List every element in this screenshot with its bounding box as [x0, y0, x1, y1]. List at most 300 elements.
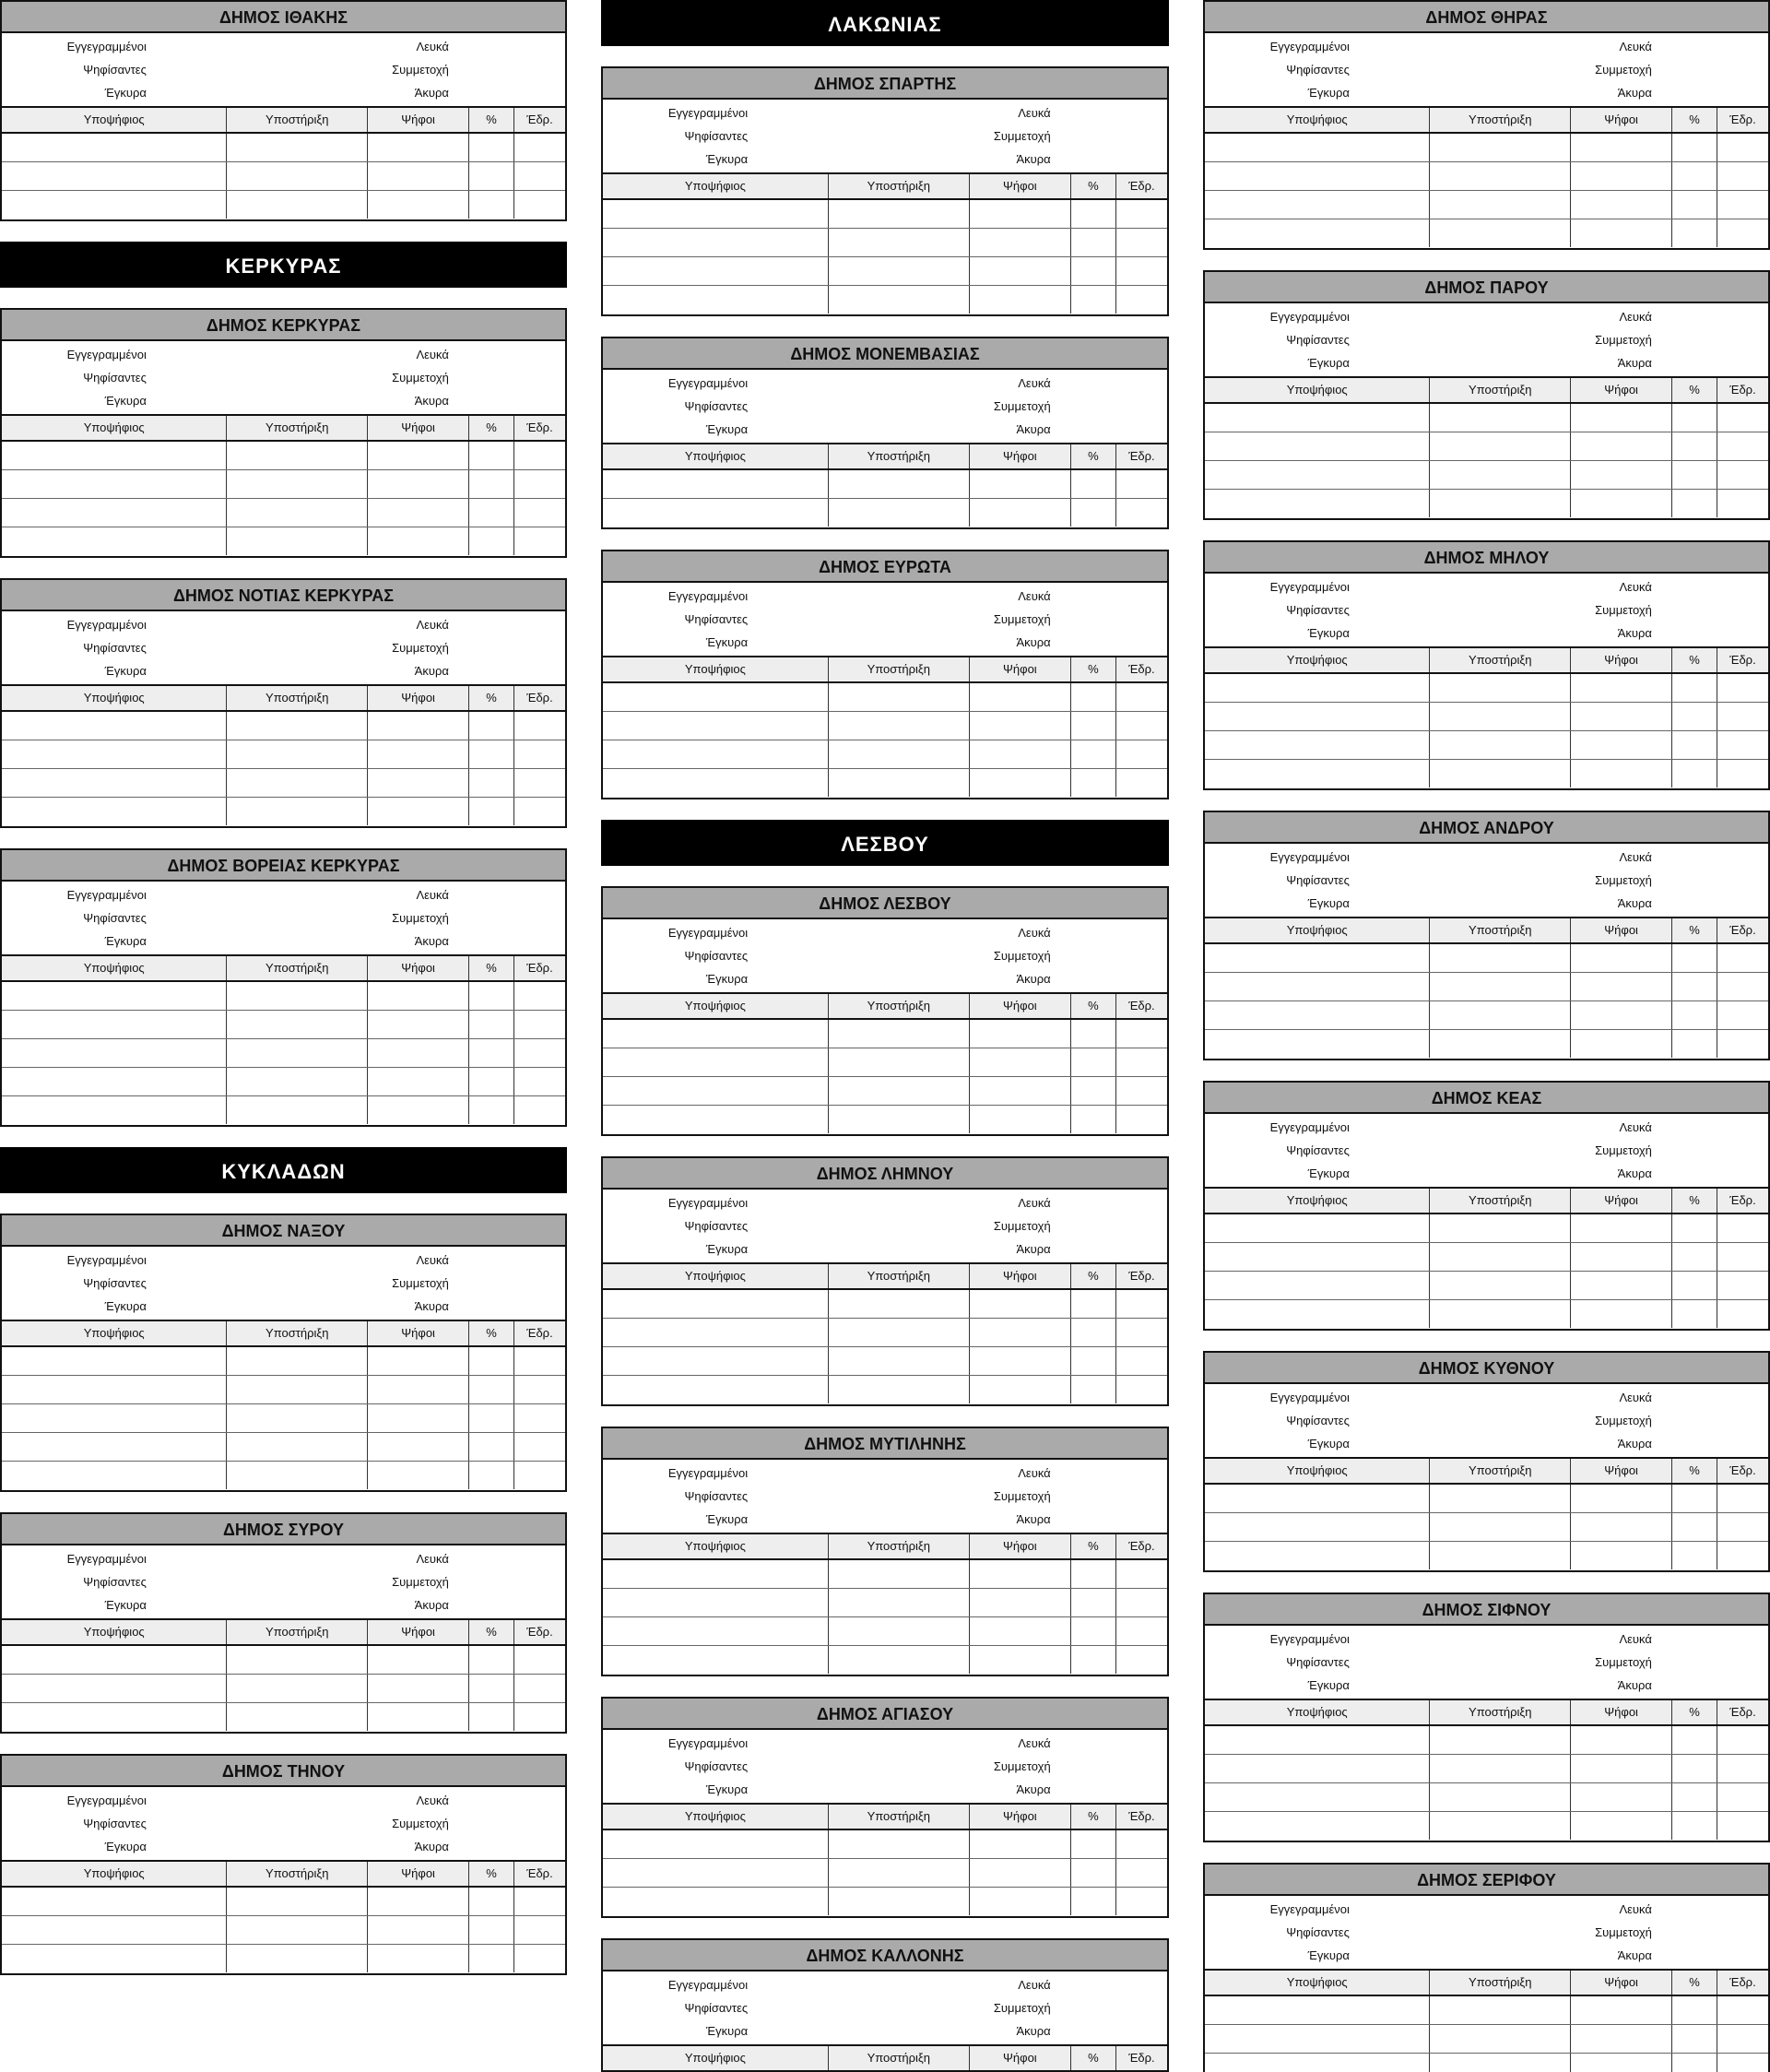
candidate-party: [1430, 1783, 1571, 1811]
candidate-party: [227, 470, 368, 498]
candidate-seats: [1116, 1830, 1167, 1858]
table-row: [2, 470, 565, 499]
stat-label: Έγκυρα: [705, 1242, 749, 1256]
stat-label: Έγκυρα: [705, 635, 749, 649]
table-row: [1205, 219, 1768, 247]
municipality-title: ΔΗΜΟΣ ΚΑΛΛΟΝΗΣ: [603, 1940, 1167, 1971]
stat-value: [1355, 35, 1487, 58]
stat-label: Άκυρα: [1016, 152, 1051, 166]
candidate-name: [2, 499, 227, 527]
table-row: [2, 1068, 565, 1096]
stat-label: Έγκυρα: [104, 934, 147, 948]
results-table-header: [2, 684, 565, 712]
stat-value: [753, 608, 885, 631]
candidate-votes: [368, 1096, 469, 1124]
municipality-title: ΔΗΜΟΣ ΙΘΑΚΗΣ: [2, 2, 565, 33]
candidate-name: [1205, 1513, 1430, 1541]
column-header: Υποψήφιος: [2, 686, 227, 710]
column-header: %: [1672, 108, 1717, 132]
region-header: ΚΕΡΚΥΡΑΣ: [0, 242, 567, 288]
candidate-percent: [1071, 1077, 1116, 1105]
stat-value: [454, 659, 560, 682]
candidate-votes: [368, 1039, 469, 1067]
stat-value: [753, 148, 885, 171]
candidate-percent: [1071, 1319, 1116, 1346]
stat-value: [454, 929, 560, 953]
table-row: [2, 1888, 565, 1916]
candidate-seats: [514, 1376, 565, 1403]
column-header: %: [469, 956, 514, 980]
stats-grid: [603, 370, 1167, 443]
stat-label: Εγγεγραμμένοι: [1269, 40, 1350, 53]
stat-value: [753, 1191, 885, 1214]
table-row: [603, 1646, 1167, 1674]
stat-label: Λευκά: [1619, 850, 1652, 864]
column-header: Υποστήριξη: [227, 1321, 368, 1345]
candidate-seats: [1717, 1485, 1768, 1512]
candidate-seats: [514, 1646, 565, 1674]
candidate-seats: [1717, 191, 1768, 219]
stat-value: [454, 1593, 560, 1616]
candidate-seats: [1116, 1020, 1167, 1048]
stat-label: Εγγεγραμμένοι: [667, 106, 749, 120]
stats-grid: [603, 1460, 1167, 1533]
table-row: [603, 1020, 1167, 1048]
candidate-name: [1205, 1485, 1430, 1512]
candidate-party: [227, 1068, 368, 1095]
candidate-seats: [1116, 229, 1167, 256]
column-header: %: [1071, 994, 1116, 1018]
candidate-votes: [1571, 2054, 1672, 2072]
stat-value: [1658, 35, 1763, 58]
stat-label: Λευκά: [1619, 310, 1652, 324]
stat-label: Άκυρα: [414, 1299, 449, 1313]
candidate-seats: [514, 1888, 565, 1915]
candidate-party: [829, 286, 970, 314]
candidate-percent: [1071, 1646, 1116, 1674]
candidate-party: [227, 1376, 368, 1403]
candidate-party: [829, 1617, 970, 1645]
candidate-votes: [368, 470, 469, 498]
candidate-votes: [1571, 731, 1672, 759]
stat-value: [1056, 967, 1162, 990]
stat-value: [1355, 351, 1487, 374]
candidate-percent: [1672, 490, 1717, 517]
candidate-party: [227, 162, 368, 190]
stat-label: Άκυρα: [1617, 356, 1652, 370]
results-table-header: [1205, 1457, 1768, 1485]
candidate-percent: [1672, 1214, 1717, 1242]
stat-label: Έγκυρα: [705, 1512, 749, 1526]
candidate-votes: [368, 499, 469, 527]
candidate-party: [227, 527, 368, 555]
candidate-party: [829, 1020, 970, 1048]
table-row: [1205, 1001, 1768, 1030]
candidate-party: [829, 1859, 970, 1887]
candidate-seats: [514, 798, 565, 825]
table-row: [1205, 2025, 1768, 2054]
candidate-name: [2, 740, 227, 768]
candidate-party: [1430, 1726, 1571, 1754]
candidate-party: [1430, 490, 1571, 517]
stat-value: [1355, 598, 1487, 622]
stat-label: Εγγεγραμμένοι: [1269, 1632, 1350, 1646]
candidate-name: [2, 1888, 227, 1915]
candidate-seats: [1717, 134, 1768, 161]
stat-value: [1658, 846, 1763, 869]
candidate-percent: [1672, 731, 1717, 759]
table-row: [603, 1077, 1167, 1106]
table-row: [603, 1048, 1167, 1077]
column-header: Ψήφοι: [970, 657, 1071, 681]
candidate-name: [603, 1560, 829, 1588]
results-table-header: [603, 1803, 1167, 1830]
candidate-seats: [1116, 1319, 1167, 1346]
column-header: Έδρ.: [1128, 2051, 1155, 2065]
candidate-votes: [368, 191, 469, 219]
table-row: [1205, 1812, 1768, 1840]
table-row: [2, 982, 565, 1011]
stat-label: Λευκά: [1018, 589, 1051, 603]
stat-value: [1658, 575, 1763, 598]
candidate-seats: [514, 1068, 565, 1095]
column-header: %: [1071, 2046, 1116, 2070]
stat-label: Άκυρα: [1016, 422, 1051, 436]
candidate-name: [2, 134, 227, 161]
municipality-title: ΔΗΜΟΣ ΘΗΡΑΣ: [1205, 2, 1768, 33]
candidate-party: [829, 200, 970, 228]
stat-value: [152, 35, 284, 58]
stat-label: Ψηφίσαντες: [83, 1817, 147, 1830]
stat-label: Άκυρα: [1617, 896, 1652, 910]
municipality-title: ΔΗΜΟΣ ΜΟΝΕΜΒΑΣΙΑΣ: [603, 338, 1167, 370]
municipality-title: ΔΗΜΟΣ ΝΑΞΟΥ: [2, 1215, 565, 1247]
table-row: [2, 134, 565, 162]
candidate-percent: [1672, 1783, 1717, 1811]
column-header: Υποστήριξη: [829, 1805, 970, 1829]
stat-value: [1056, 1214, 1162, 1237]
table-row: [2, 769, 565, 798]
stat-value: [753, 1462, 885, 1485]
column-middle: [601, 0, 1169, 2072]
stat-value: [1658, 1139, 1763, 1162]
candidate-votes: [970, 1319, 1071, 1346]
stat-value: [1056, 2019, 1162, 2042]
stat-label: Λευκά: [1018, 1196, 1051, 1210]
municipality-box: [0, 1754, 567, 1975]
column-header: Έδρ.: [1729, 1975, 1756, 1989]
candidate-name: [2, 982, 227, 1010]
candidate-votes: [970, 1859, 1071, 1887]
stat-label: Λευκά: [1619, 1902, 1652, 1916]
stat-label: Λευκά: [416, 888, 449, 902]
stat-value: [753, 395, 885, 418]
table-row: [603, 1888, 1167, 1915]
column-header: Ψήφοι: [1571, 648, 1672, 672]
stat-value: [1056, 372, 1162, 395]
candidate-percent: [1672, 973, 1717, 1000]
candidate-votes: [368, 1646, 469, 1674]
candidate-party: [829, 1106, 970, 1133]
candidate-seats: [1717, 973, 1768, 1000]
stat-label: Εγγεγραμμένοι: [1269, 1120, 1350, 1134]
column-header: Ψήφοι: [1571, 1459, 1672, 1483]
table-row: [1205, 1243, 1768, 1272]
stat-label: Ψηφίσαντες: [1286, 603, 1350, 617]
candidate-votes: [1571, 404, 1672, 432]
candidate-percent: [469, 740, 514, 768]
stat-value: [1658, 1409, 1763, 1432]
candidate-seats: [1116, 1888, 1167, 1915]
stat-label: Εγγεγραμμένοι: [1269, 310, 1350, 324]
candidate-name: [603, 769, 829, 797]
column-header: Ψήφοι: [1571, 918, 1672, 942]
table-row: [603, 286, 1167, 314]
municipality-title: ΔΗΜΟΣ ΝΟΤΙΑΣ ΚΕΡΚΥΡΑΣ: [2, 580, 565, 611]
candidate-percent: [1672, 191, 1717, 219]
stat-value: [1658, 1944, 1763, 1967]
stat-value: [152, 659, 284, 682]
stat-value: [753, 944, 885, 967]
candidate-votes: [1571, 1485, 1672, 1512]
stat-label: Λευκά: [416, 40, 449, 53]
column-header: Ψήφοι: [970, 174, 1071, 198]
table-row: [1205, 703, 1768, 731]
stat-label: Άκυρα: [414, 86, 449, 100]
stat-label: Λευκά: [416, 1253, 449, 1267]
candidate-name: [603, 499, 829, 527]
candidate-percent: [1071, 740, 1116, 768]
stat-label: Λευκά: [1619, 1632, 1652, 1646]
stat-label: Ψηφίσαντες: [83, 641, 147, 655]
candidate-seats: [1116, 1290, 1167, 1318]
municipality-box: [1203, 1351, 1770, 1572]
stat-value: [753, 967, 885, 990]
stat-value: [1658, 58, 1763, 81]
candidate-name: [2, 712, 227, 740]
column-header: Υποστήριξη: [227, 1620, 368, 1644]
candidate-percent: [469, 1888, 514, 1915]
stat-label: Έγκυρα: [1307, 1678, 1350, 1692]
candidate-name: [1205, 1812, 1430, 1840]
table-row: [1205, 1485, 1768, 1513]
candidate-votes: [970, 1290, 1071, 1318]
candidate-percent: [1071, 712, 1116, 740]
candidate-party: [829, 740, 970, 768]
candidate-votes: [368, 740, 469, 768]
candidate-name: [1205, 2054, 1430, 2072]
candidate-votes: [1571, 2025, 1672, 2053]
table-row: [603, 1376, 1167, 1403]
candidate-seats: [514, 1703, 565, 1731]
candidate-percent: [1071, 200, 1116, 228]
municipality-box: [0, 848, 567, 1127]
column-header: Έδρ.: [1729, 923, 1756, 937]
column-header: %: [1071, 1534, 1116, 1558]
candidate-percent: [469, 1945, 514, 1972]
stat-label: Ψηφίσαντες: [684, 399, 749, 413]
stat-value: [1658, 1674, 1763, 1697]
candidate-seats: [514, 1945, 565, 1972]
stat-label: Άκυρα: [1617, 1678, 1652, 1692]
candidate-percent: [1071, 1290, 1116, 1318]
stat-value: [1658, 1162, 1763, 1185]
stat-value: [1658, 1386, 1763, 1409]
candidate-seats: [1116, 499, 1167, 527]
candidate-party: [1430, 1812, 1571, 1840]
candidate-votes: [970, 1020, 1071, 1048]
stat-label: Συμμετοχή: [1595, 63, 1652, 77]
table-row: [1205, 191, 1768, 219]
column-header: Ψήφοι: [368, 108, 469, 132]
candidate-percent: [469, 1039, 514, 1067]
stat-label: Ψηφίσαντες: [684, 1489, 749, 1503]
column-header: Υποστήριξη: [829, 1264, 970, 1288]
column-header: Ψήφοι: [970, 1264, 1071, 1288]
candidate-party: [1430, 1272, 1571, 1299]
stat-value: [1056, 101, 1162, 124]
candidate-percent: [1672, 944, 1717, 972]
candidate-party: [1430, 404, 1571, 432]
stat-value: [1056, 1755, 1162, 1778]
candidate-name: [2, 1462, 227, 1489]
stat-value: [1355, 1386, 1487, 1409]
table-row: [603, 1617, 1167, 1646]
stats-grid: [2, 33, 565, 106]
stat-label: Εγγεγραμμένοι: [667, 1466, 749, 1480]
table-row: [603, 740, 1167, 769]
candidate-seats: [1116, 1646, 1167, 1674]
table-row: [1205, 674, 1768, 703]
candidate-seats: [1717, 461, 1768, 489]
column-header: Υποψήφιος: [603, 444, 829, 468]
candidate-name: [2, 442, 227, 469]
candidate-votes: [970, 200, 1071, 228]
stat-label: Λευκά: [1018, 1978, 1051, 1992]
stats-grid: [2, 1545, 565, 1618]
stat-value: [753, 2019, 885, 2042]
candidate-votes: [1571, 219, 1672, 247]
candidate-votes: [1571, 461, 1672, 489]
candidate-party: [227, 769, 368, 797]
stat-label: Έγκυρα: [104, 86, 147, 100]
candidate-name: [2, 470, 227, 498]
stat-label: Έγκυρα: [104, 1840, 147, 1853]
stat-value: [1355, 846, 1487, 869]
column-header: Έδρ.: [1128, 1539, 1155, 1553]
table-row: [603, 769, 1167, 797]
candidate-party: [227, 499, 368, 527]
candidate-party: [227, 1039, 368, 1067]
column-header: Έδρ.: [1128, 1809, 1155, 1823]
stats-grid: [603, 583, 1167, 656]
stat-label: Λευκά: [416, 1552, 449, 1566]
results-table-header: [603, 172, 1167, 200]
stats-grid: [2, 882, 565, 954]
stat-value: [1355, 1921, 1487, 1944]
candidate-party: [1430, 219, 1571, 247]
municipality-box: [1203, 0, 1770, 250]
candidate-votes: [970, 1077, 1071, 1105]
column-header: Υποστήριξη: [1430, 1700, 1571, 1724]
candidate-name: [2, 191, 227, 219]
candidate-percent: [1672, 432, 1717, 460]
column-header: Ψήφοι: [1571, 1189, 1672, 1213]
results-table-header: [603, 443, 1167, 470]
column-header: %: [1672, 1459, 1717, 1483]
stat-value: [753, 1732, 885, 1755]
stat-label: Έγκυρα: [1307, 896, 1350, 910]
candidate-percent: [469, 1011, 514, 1038]
candidate-votes: [368, 1945, 469, 1972]
municipality-title: ΔΗΜΟΣ ΜΗΛΟΥ: [1205, 542, 1768, 574]
candidate-votes: [368, 1916, 469, 1944]
column-header: Υποψήφιος: [2, 416, 227, 440]
candidate-name: [603, 683, 829, 711]
candidate-name: [603, 1290, 829, 1318]
stat-value: [152, 1593, 284, 1616]
stat-label: Ψηφίσαντες: [1286, 1655, 1350, 1669]
column-header: Έδρ.: [526, 691, 553, 704]
candidate-seats: [514, 740, 565, 768]
candidate-votes: [970, 1617, 1071, 1645]
stat-value: [753, 101, 885, 124]
candidate-party: [829, 1830, 970, 1858]
candidate-name: [1205, 432, 1430, 460]
candidate-percent: [469, 1916, 514, 1944]
stat-label: Άκυρα: [1016, 1782, 1051, 1796]
candidate-percent: [469, 982, 514, 1010]
stat-label: Έγκυρα: [705, 972, 749, 986]
stat-value: [1056, 1237, 1162, 1261]
candidate-votes: [368, 134, 469, 161]
candidate-percent: [469, 499, 514, 527]
stat-value: [753, 1214, 885, 1237]
candidate-party: [829, 1048, 970, 1076]
stat-value: [1355, 1944, 1487, 1967]
table-row: [2, 1916, 565, 1945]
column-header: Υποστήριξη: [829, 174, 970, 198]
candidate-name: [603, 470, 829, 498]
stat-label: Συμμετοχή: [392, 1575, 449, 1589]
municipality-title: ΔΗΜΟΣ ΠΑΡΟΥ: [1205, 272, 1768, 303]
column-header: Υποψήφιος: [1205, 648, 1430, 672]
results-table-header: [603, 2044, 1167, 2072]
table-row: [2, 191, 565, 219]
stat-value: [1355, 1432, 1487, 1455]
stat-label: Εγγεγραμμένοι: [667, 1196, 749, 1210]
candidate-percent: [1071, 683, 1116, 711]
candidate-party: [1430, 731, 1571, 759]
candidate-name: [1205, 1030, 1430, 1058]
column-header: Έδρ.: [1128, 999, 1155, 1012]
stat-label: Έγκυρα: [705, 1782, 749, 1796]
candidate-seats: [1717, 1996, 1768, 2024]
column-header: Ψήφοι: [368, 416, 469, 440]
stats-grid: [1205, 574, 1768, 646]
column-header: Έδρ.: [1729, 1463, 1756, 1477]
stat-label: Έγκυρα: [104, 394, 147, 408]
stat-value: [1355, 1898, 1487, 1921]
candidate-party: [1430, 162, 1571, 190]
candidate-percent: [1071, 286, 1116, 314]
column-header: Ψήφοι: [970, 444, 1071, 468]
candidate-name: [1205, 490, 1430, 517]
candidate-votes: [1571, 1726, 1672, 1754]
column-header: Υποστήριξη: [829, 2046, 970, 2070]
candidate-votes: [1571, 1783, 1672, 1811]
column-header: Υποστήριξη: [227, 956, 368, 980]
